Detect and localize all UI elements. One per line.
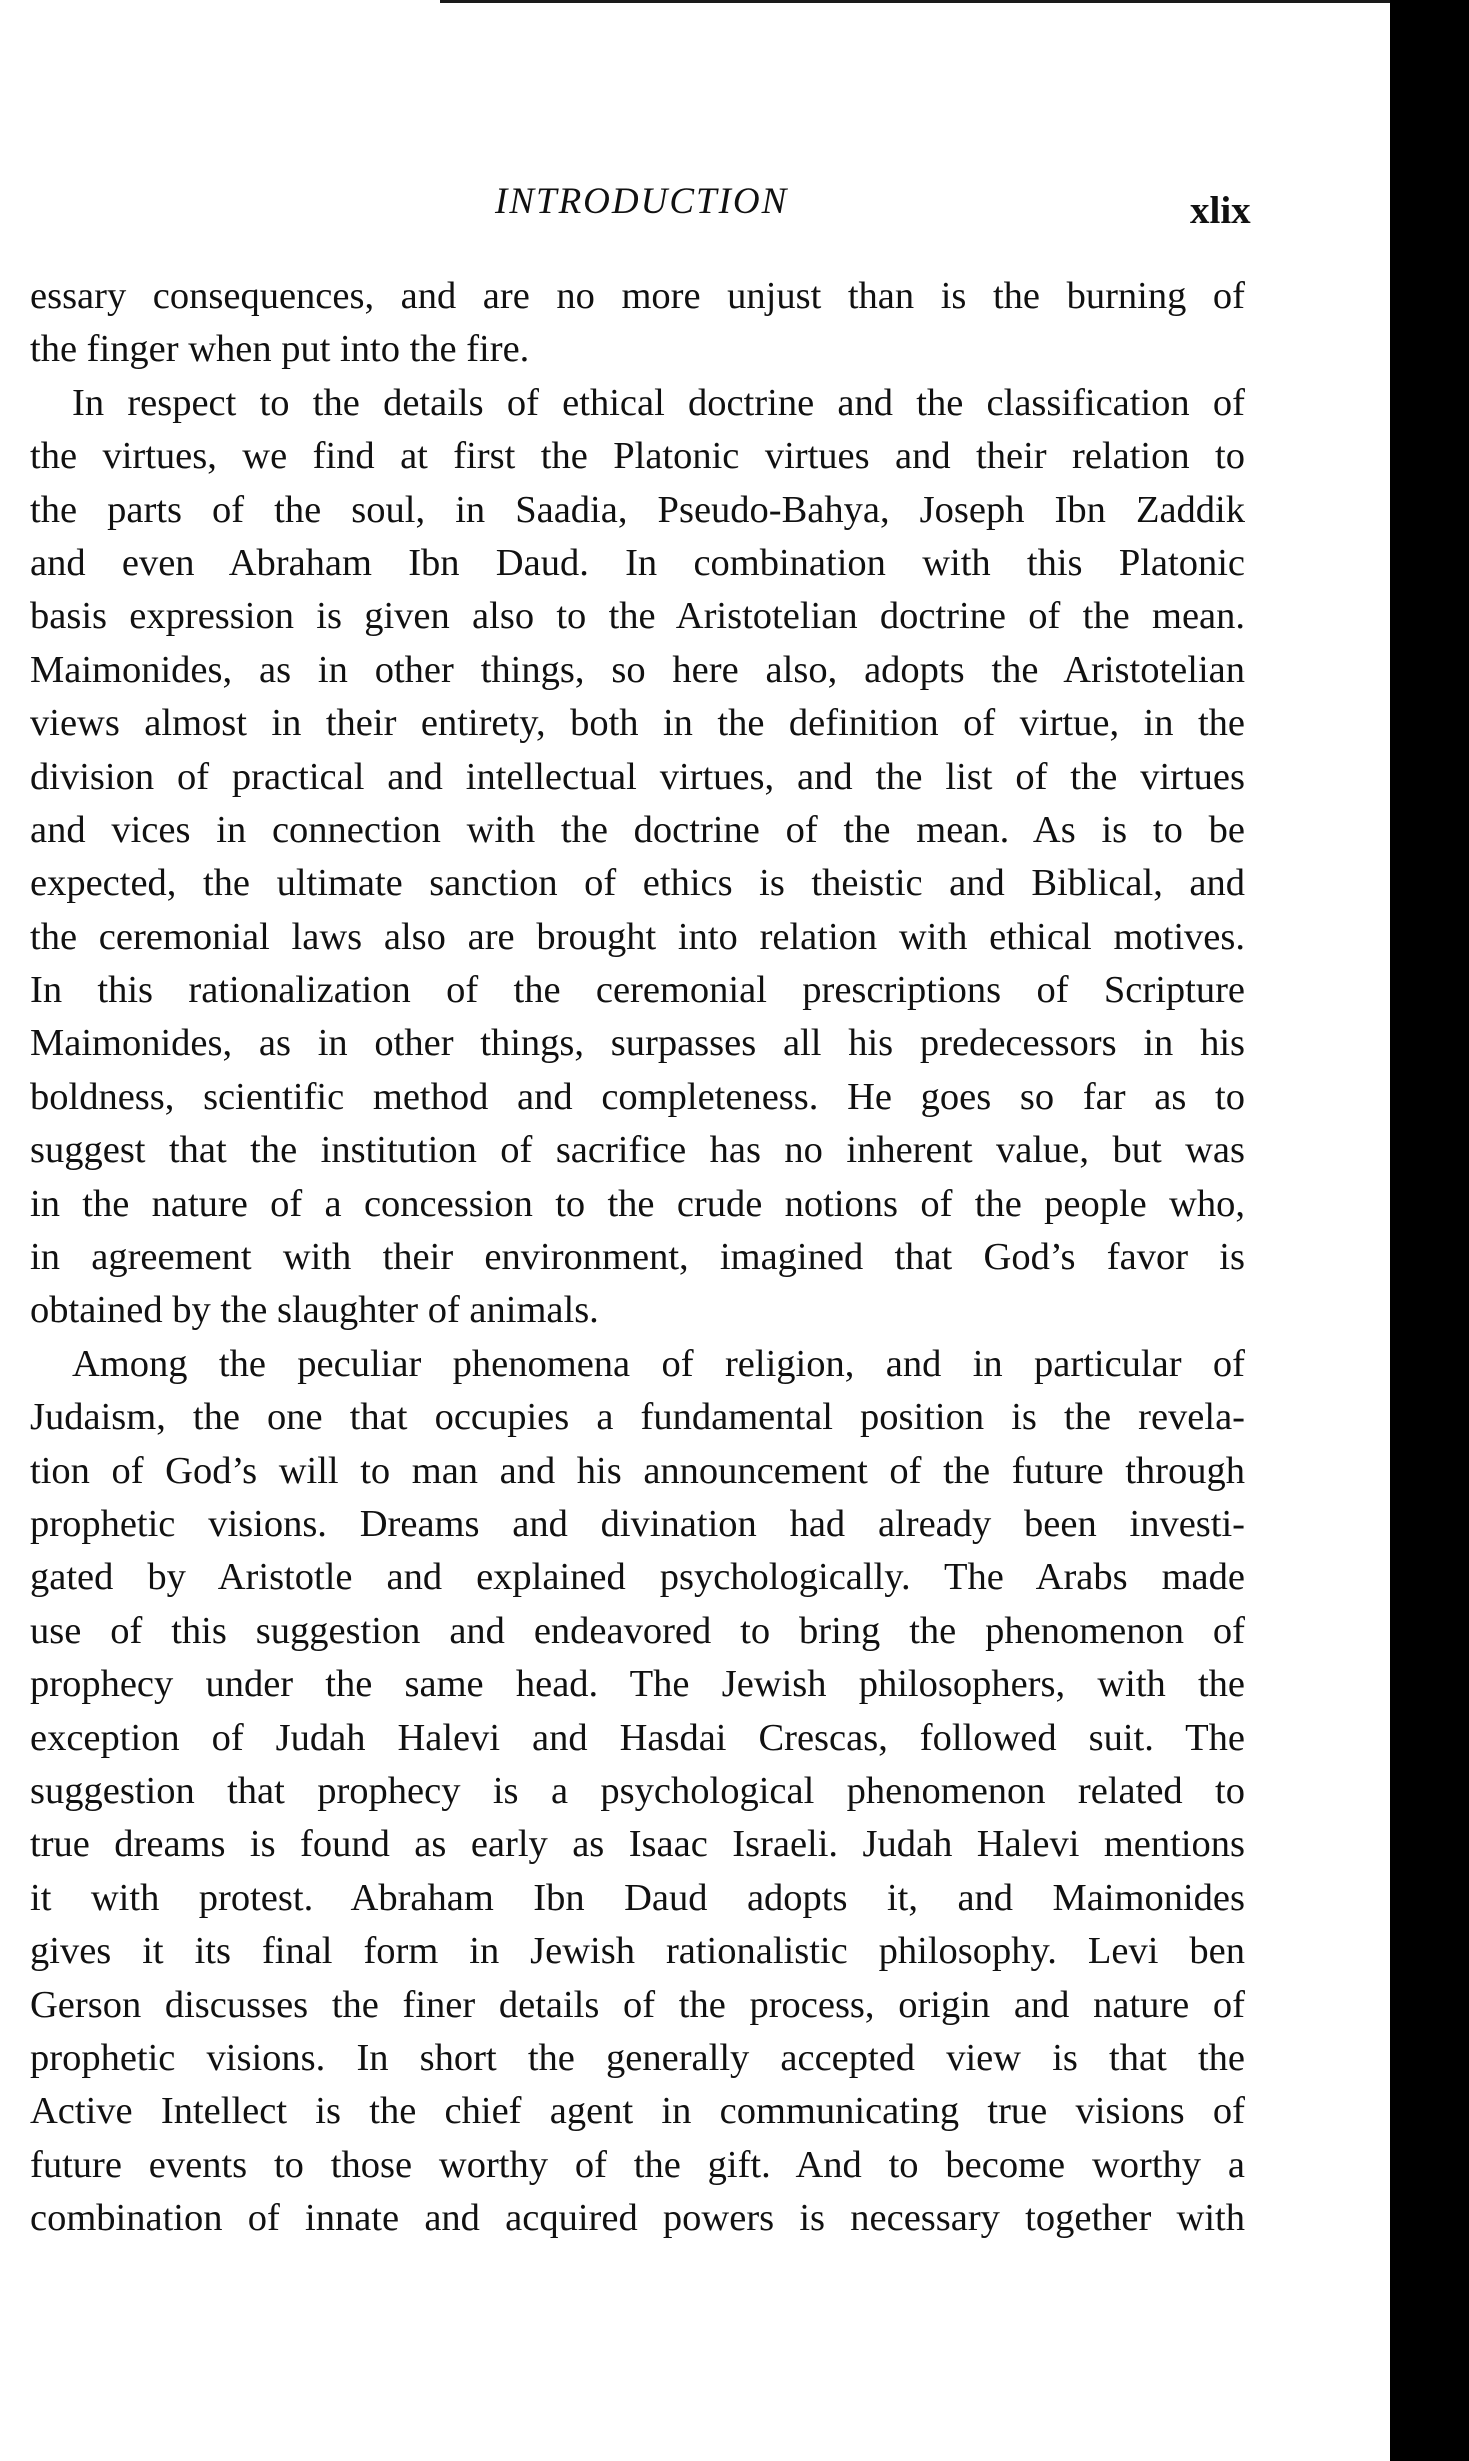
text-line: prophetic visions. In short the generally accepted view is that the bbox=[30, 2036, 1245, 2079]
text-line: division of practical and intellectual virtues, and the list of the virtues bbox=[30, 755, 1245, 798]
text-line: prophecy under the same head. The Jewish philosophers, with the bbox=[30, 1663, 1245, 1706]
text-line: Maimonides, as in other things, surpasses all his predecessors in his bbox=[30, 1022, 1245, 1065]
text-line: the ceremonial laws also are brought into relation with ethical motives. bbox=[30, 915, 1245, 958]
running-head: INTRODUCTION bbox=[495, 181, 789, 222]
text-line: gives it its final form in Jewish rationalistic philosophy. Levi ben bbox=[30, 1930, 1245, 1973]
text-line: obtained by the slaughter of animals. bbox=[30, 1289, 599, 1332]
text-line: prophetic visions. Dreams and divination had already been investi- bbox=[30, 1502, 1245, 1545]
text-line: in agreement with their environment, imagined that God’s favor is bbox=[30, 1236, 1245, 1279]
text-line: the finger when put into the fire. bbox=[30, 328, 530, 371]
text-line: essary consequences, and are no more unjust than is the burning of bbox=[30, 275, 1245, 317]
text-line: the parts of the soul, in Saadia, Pseudo-Bahya, Joseph Ibn Zaddik bbox=[30, 488, 1245, 531]
text-line: Active Intellect is the chief agent in communicating true visions of bbox=[30, 2090, 1245, 2133]
text-line: In this rationalization of the ceremonial prescriptions of Scripture bbox=[30, 969, 1245, 1012]
scan-dark-margin bbox=[1390, 0, 1469, 2461]
text-line: future events to those worthy of the gift. And to become worthy a bbox=[30, 2143, 1245, 2186]
text-line: it with protest. Abraham Ibn Daud adopts it, and Maimonides bbox=[30, 1876, 1245, 1919]
text-line: the virtues, we find at first the Platonic virtues and their relation to bbox=[30, 435, 1245, 478]
text-line: Gerson discusses the finer details of the process, origin and nature of bbox=[30, 1983, 1245, 2026]
body-text bbox=[30, 270, 1245, 2245]
page-number: xlix bbox=[1190, 189, 1251, 232]
text-line: Among the peculiar phenomena of religion, and in particular of bbox=[72, 1342, 1245, 1385]
text-line: combination of innate and acquired powers is necessary together with bbox=[30, 2197, 1245, 2240]
text-line: expected, the ultimate sanction of ethics is theistic and Biblical, and bbox=[30, 862, 1245, 905]
text-line: true dreams is found as early as Isaac Israeli. Judah Halevi mentions bbox=[30, 1823, 1245, 1866]
text-line: basis expression is given also to the Aristotelian doctrine of the mean. bbox=[30, 595, 1245, 638]
text-line: suggestion that prophecy is a psychological phenomenon related to bbox=[30, 1769, 1245, 1812]
text-line: Maimonides, as in other things, so here also, adopts the Aristotelian bbox=[30, 648, 1245, 691]
text-line: and even Abraham Ibn Daud. In combination with this Platonic bbox=[30, 541, 1245, 584]
text-line: gated by Aristotle and explained psychologically. The Arabs made bbox=[30, 1556, 1245, 1599]
text-line: In respect to the details of ethical doctrine and the classification of bbox=[72, 381, 1245, 424]
text-line: suggest that the institution of sacrifice has no inherent value, but was bbox=[30, 1129, 1245, 1172]
text-line: exception of Judah Halevi and Hasdai Crescas, followed suit. The bbox=[30, 1716, 1245, 1759]
text-line: boldness, scientific method and completeness. He goes so far as to bbox=[30, 1075, 1245, 1118]
text-line: in the nature of a concession to the crude notions of the people who, bbox=[30, 1182, 1245, 1225]
text-line: use of this suggestion and endeavored to bring the phenomenon of bbox=[30, 1609, 1245, 1652]
text-line: and vices in connection with the doctrine of the mean. As is to be bbox=[30, 808, 1245, 851]
text-line: views almost in their entirety, both in the definition of virtue, in the bbox=[30, 702, 1245, 745]
text-line: Judaism, the one that occupies a fundamental position is the revela- bbox=[30, 1396, 1245, 1439]
text-line: tion of God’s will to man and his announcement of the future through bbox=[30, 1449, 1245, 1492]
